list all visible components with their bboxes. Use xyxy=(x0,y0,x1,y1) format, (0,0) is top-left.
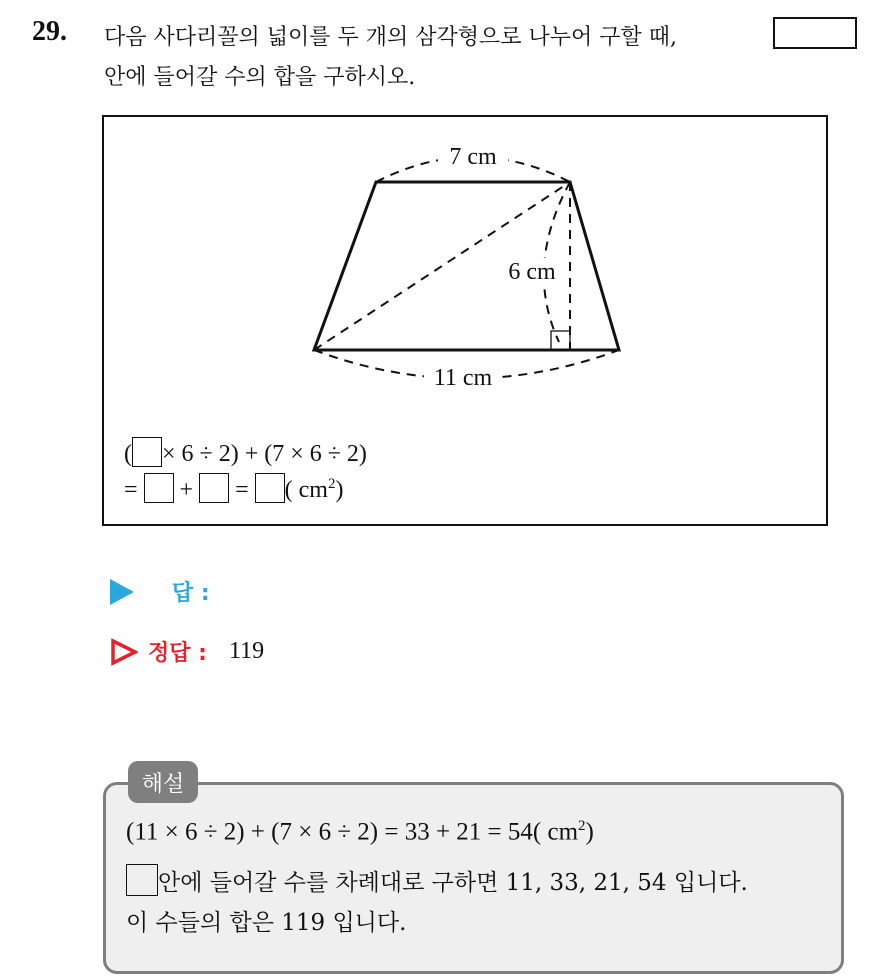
height-length-label: 6 cm xyxy=(508,259,556,285)
solution-row xyxy=(110,636,264,667)
explanation-tag: 해설 xyxy=(128,761,198,803)
right-angle-mark xyxy=(551,331,570,350)
solution-value: 119 xyxy=(228,638,265,664)
explanation-text-2: 안에 들어갈 수를 차례대로 구하면 11, 33, 21, 54 입니다. xyxy=(158,870,748,896)
explanation-blank-box xyxy=(126,864,158,896)
eq2-unit-exponent: 2 xyxy=(327,476,336,492)
eq2-blank-box-2 xyxy=(199,473,229,503)
explanation-line-1 xyxy=(126,818,594,846)
explanation-line-3: 이 수들의 합은 119 입니다. xyxy=(126,910,407,936)
explanation-equation: (11 × 6 ÷ 2) + (7 × 6 ÷ 2) = 33 + 21 = 54( cm xyxy=(126,818,579,846)
top-length-label: 7 cm xyxy=(449,144,497,170)
eq2-plus: + xyxy=(179,477,194,503)
eq2-equals-2: = xyxy=(235,477,249,503)
equation-line-1 xyxy=(124,437,367,468)
eq2-blank-box-1 xyxy=(144,473,174,503)
question-number: 29. xyxy=(32,16,67,47)
equation-line-2 xyxy=(124,473,343,504)
eq2-blank-box-3 xyxy=(255,473,285,503)
eq2-equals: = xyxy=(124,477,138,503)
play-triangle-icon xyxy=(110,579,134,605)
answer-row xyxy=(110,576,210,607)
question-text-line1: 다음 사다리꼴의 넓이를 두 개의 삼각형으로 나누어 구할 때, xyxy=(104,25,677,50)
eq2-close-paren: ) xyxy=(335,477,344,503)
explanation-close-paren: ) xyxy=(585,818,594,846)
eq1-expression: × 6 ÷ 2) + (7 × 6 ÷ 2) xyxy=(162,441,367,467)
eq1-open-paren: ( xyxy=(124,441,132,467)
explanation-line-2 xyxy=(126,864,748,897)
question-text-line2: 안에 들어갈 수의 합을 구하시오. xyxy=(104,65,416,90)
explanation-unit-exponent: 2 xyxy=(578,818,586,834)
answer-label: 답 : xyxy=(172,581,210,606)
bottom-length-label: 11 cm xyxy=(433,365,493,391)
eq1-blank-box xyxy=(132,437,162,467)
eq2-unit: ( cm xyxy=(284,477,328,503)
trapezoid-shape xyxy=(314,182,619,350)
figure-box xyxy=(102,115,828,526)
answer-blank-box xyxy=(773,17,857,49)
solution-label: 정답 : xyxy=(148,641,207,666)
outline-triangle-icon xyxy=(110,638,138,666)
